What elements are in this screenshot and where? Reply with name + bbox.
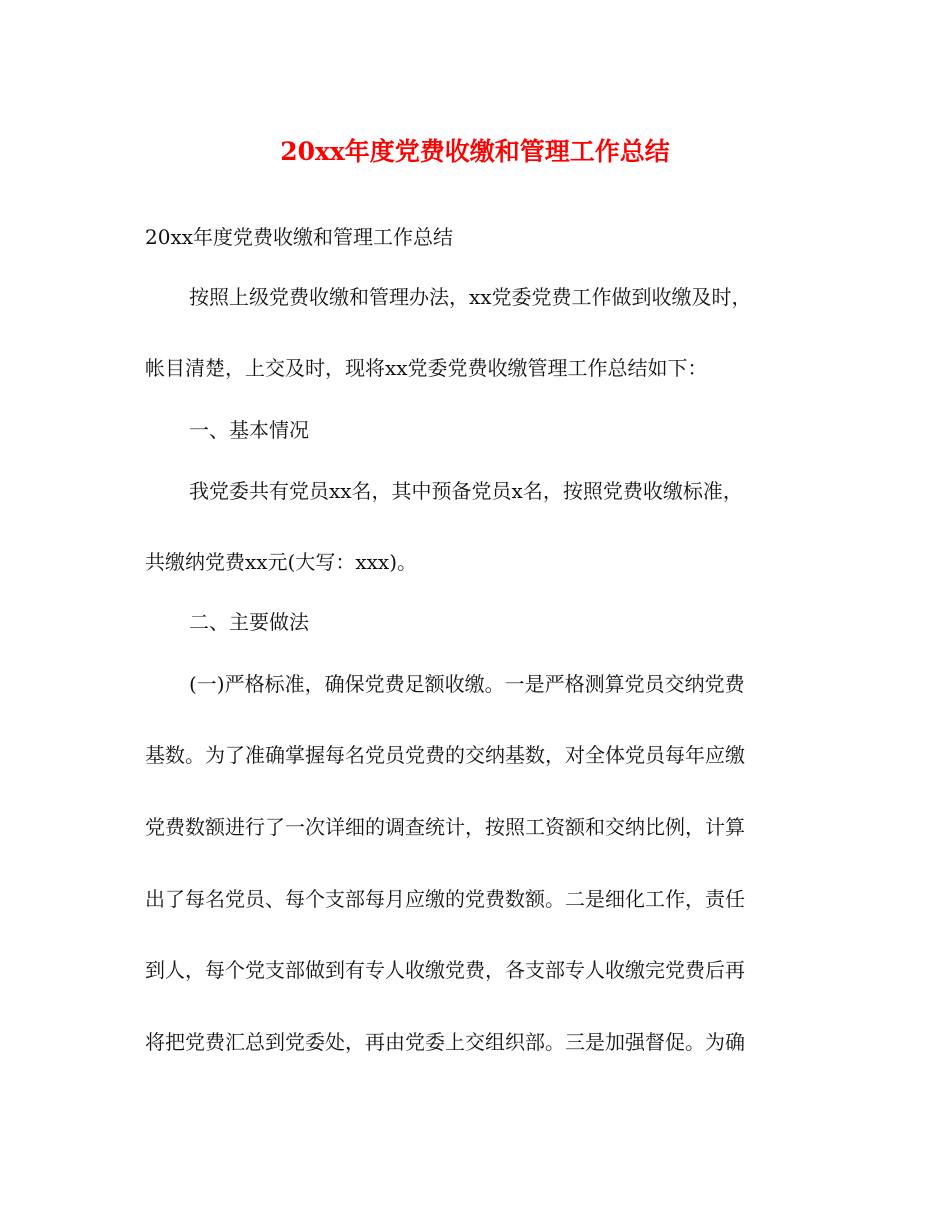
section-heading-2: 二、主要做法 [189,610,309,634]
paragraph-line: 共缴纳党费xx元(大写：xxx)。 [145,550,418,574]
paragraph-line: (一)严格标准，确保党费足额收缴。一是严格测算党员交纳党费 [189,672,745,696]
subtitle-line: 20xx年度党费收缴和管理工作总结 [145,225,454,249]
paragraph-line: 党费数额进行了一次详细的调查统计，按照工资额和交纳比例，计算 [145,815,745,839]
section-heading-1: 一、基本情况 [189,418,309,442]
paragraph-line: 将把党费汇总到党委处，再由党委上交组织部。三是加强督促。为确 [145,1030,745,1054]
paragraph-line: 按照上级党费收缴和管理办法，xx党委党费工作做到收缴及时， [189,285,752,309]
paragraph-line: 我党委共有党员xx名，其中预备党员x名，按照党费收缴标准， [189,479,743,503]
paragraph-line: 到人，每个党支部做到有专人收缴党费，各支部专人收缴完党费后再 [145,958,745,982]
paragraph-line: 出了每名党员、每个支部每月应缴的党费数额。二是细化工作，责任 [145,887,745,911]
document-title: 20xx年度党费收缴和管理工作总结 [280,137,670,166]
paragraph-line: 帐目清楚，上交及时，现将xx党委党费收缴管理工作总结如下： [145,356,708,380]
paragraph-line: 基数。为了准确掌握每名党员党费的交纳基数，对全体党员每年应缴 [145,743,745,767]
